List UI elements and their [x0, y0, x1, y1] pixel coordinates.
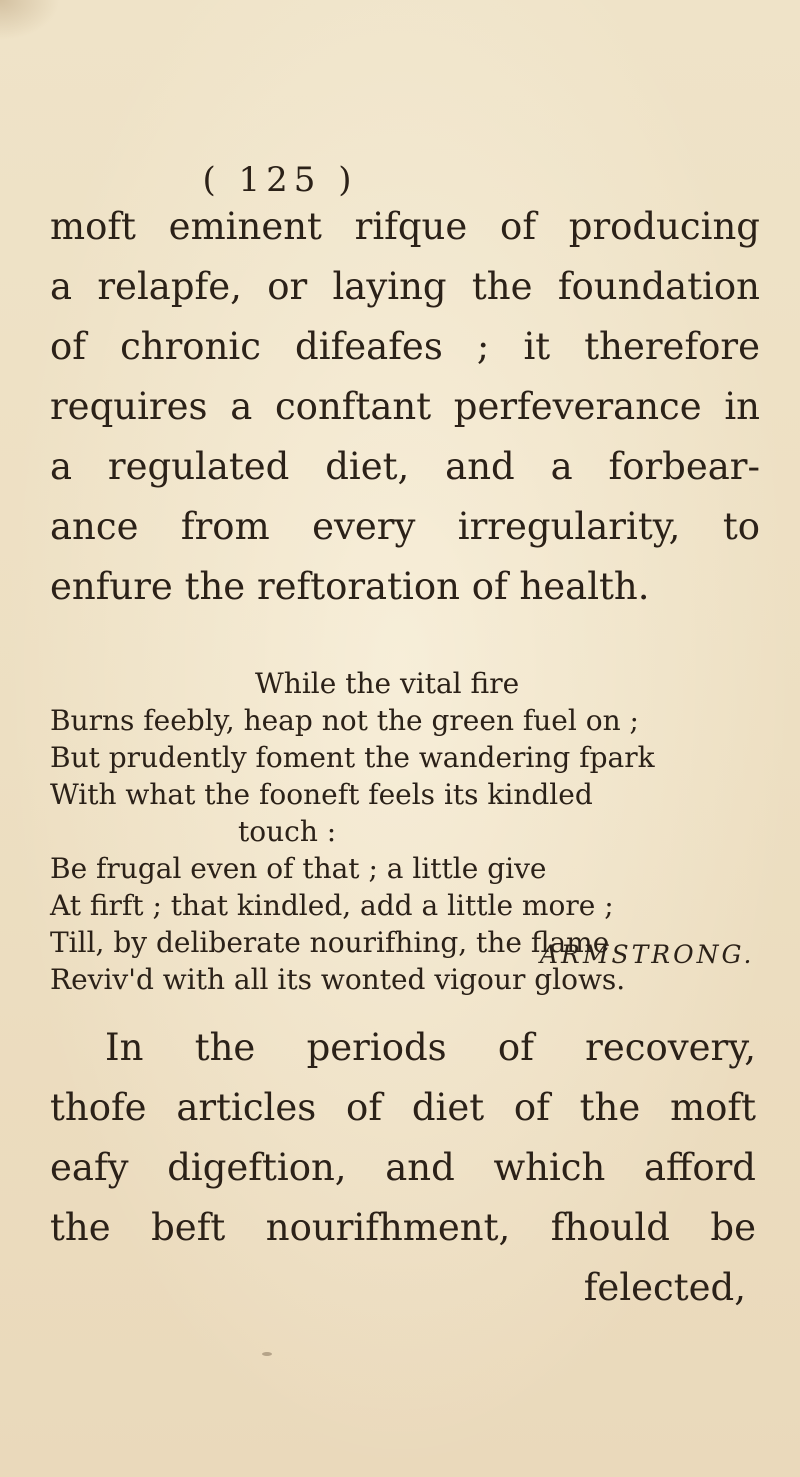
text-line: thofe articles of diet of the moft — [50, 1086, 756, 1129]
verse-line: While the vital fire — [255, 667, 520, 700]
text-line: the beft nourifhment, fhould be — [50, 1206, 756, 1249]
text-line: of chronic difeafes ; it therefore — [50, 325, 760, 368]
text-line: requires a conftant perfeverance in — [50, 385, 760, 428]
verse-line: Till, by deliberate nourifhing, the flame — [50, 926, 610, 959]
text-line: In the periods of recovery, — [105, 1026, 756, 1069]
ink-smudge — [262, 1352, 272, 1356]
verse-line: Reviv'd with all its wonted vigour glows. — [50, 963, 626, 996]
page-number: ( 125 ) — [202, 160, 358, 200]
verse-line: At firft ; that kindled, add a little more ; — [50, 889, 614, 922]
verse-line: Be frugal even of that ; a little give — [50, 852, 547, 885]
text-line: ance from every irregularity, to — [50, 505, 760, 548]
verse-line: Burns feebly, heap not the green fuel on ; — [50, 704, 639, 737]
verse-line: But prudently foment the wandering fpark — [50, 741, 655, 774]
verse-line: touch : — [238, 815, 337, 848]
paragraph-2 — [50, 1018, 756, 1318]
page-stain — [0, 0, 60, 40]
verse-attribution: ARMSTRONG. — [540, 940, 755, 969]
text-line: a regulated diet, and a forbear- — [50, 445, 760, 488]
text-line: enfure the reftoration of health. — [50, 565, 650, 608]
text-line: eafy digeftion, and which afford — [50, 1146, 756, 1189]
paragraph-1 — [50, 197, 760, 617]
text-line: felected, — [583, 1266, 746, 1309]
text-line: moft eminent rifque of producing — [50, 205, 760, 248]
verse-line: With what the fooneft feels its kindled — [50, 778, 593, 811]
text-line: a relapfe, or laying the foundation — [50, 265, 760, 308]
